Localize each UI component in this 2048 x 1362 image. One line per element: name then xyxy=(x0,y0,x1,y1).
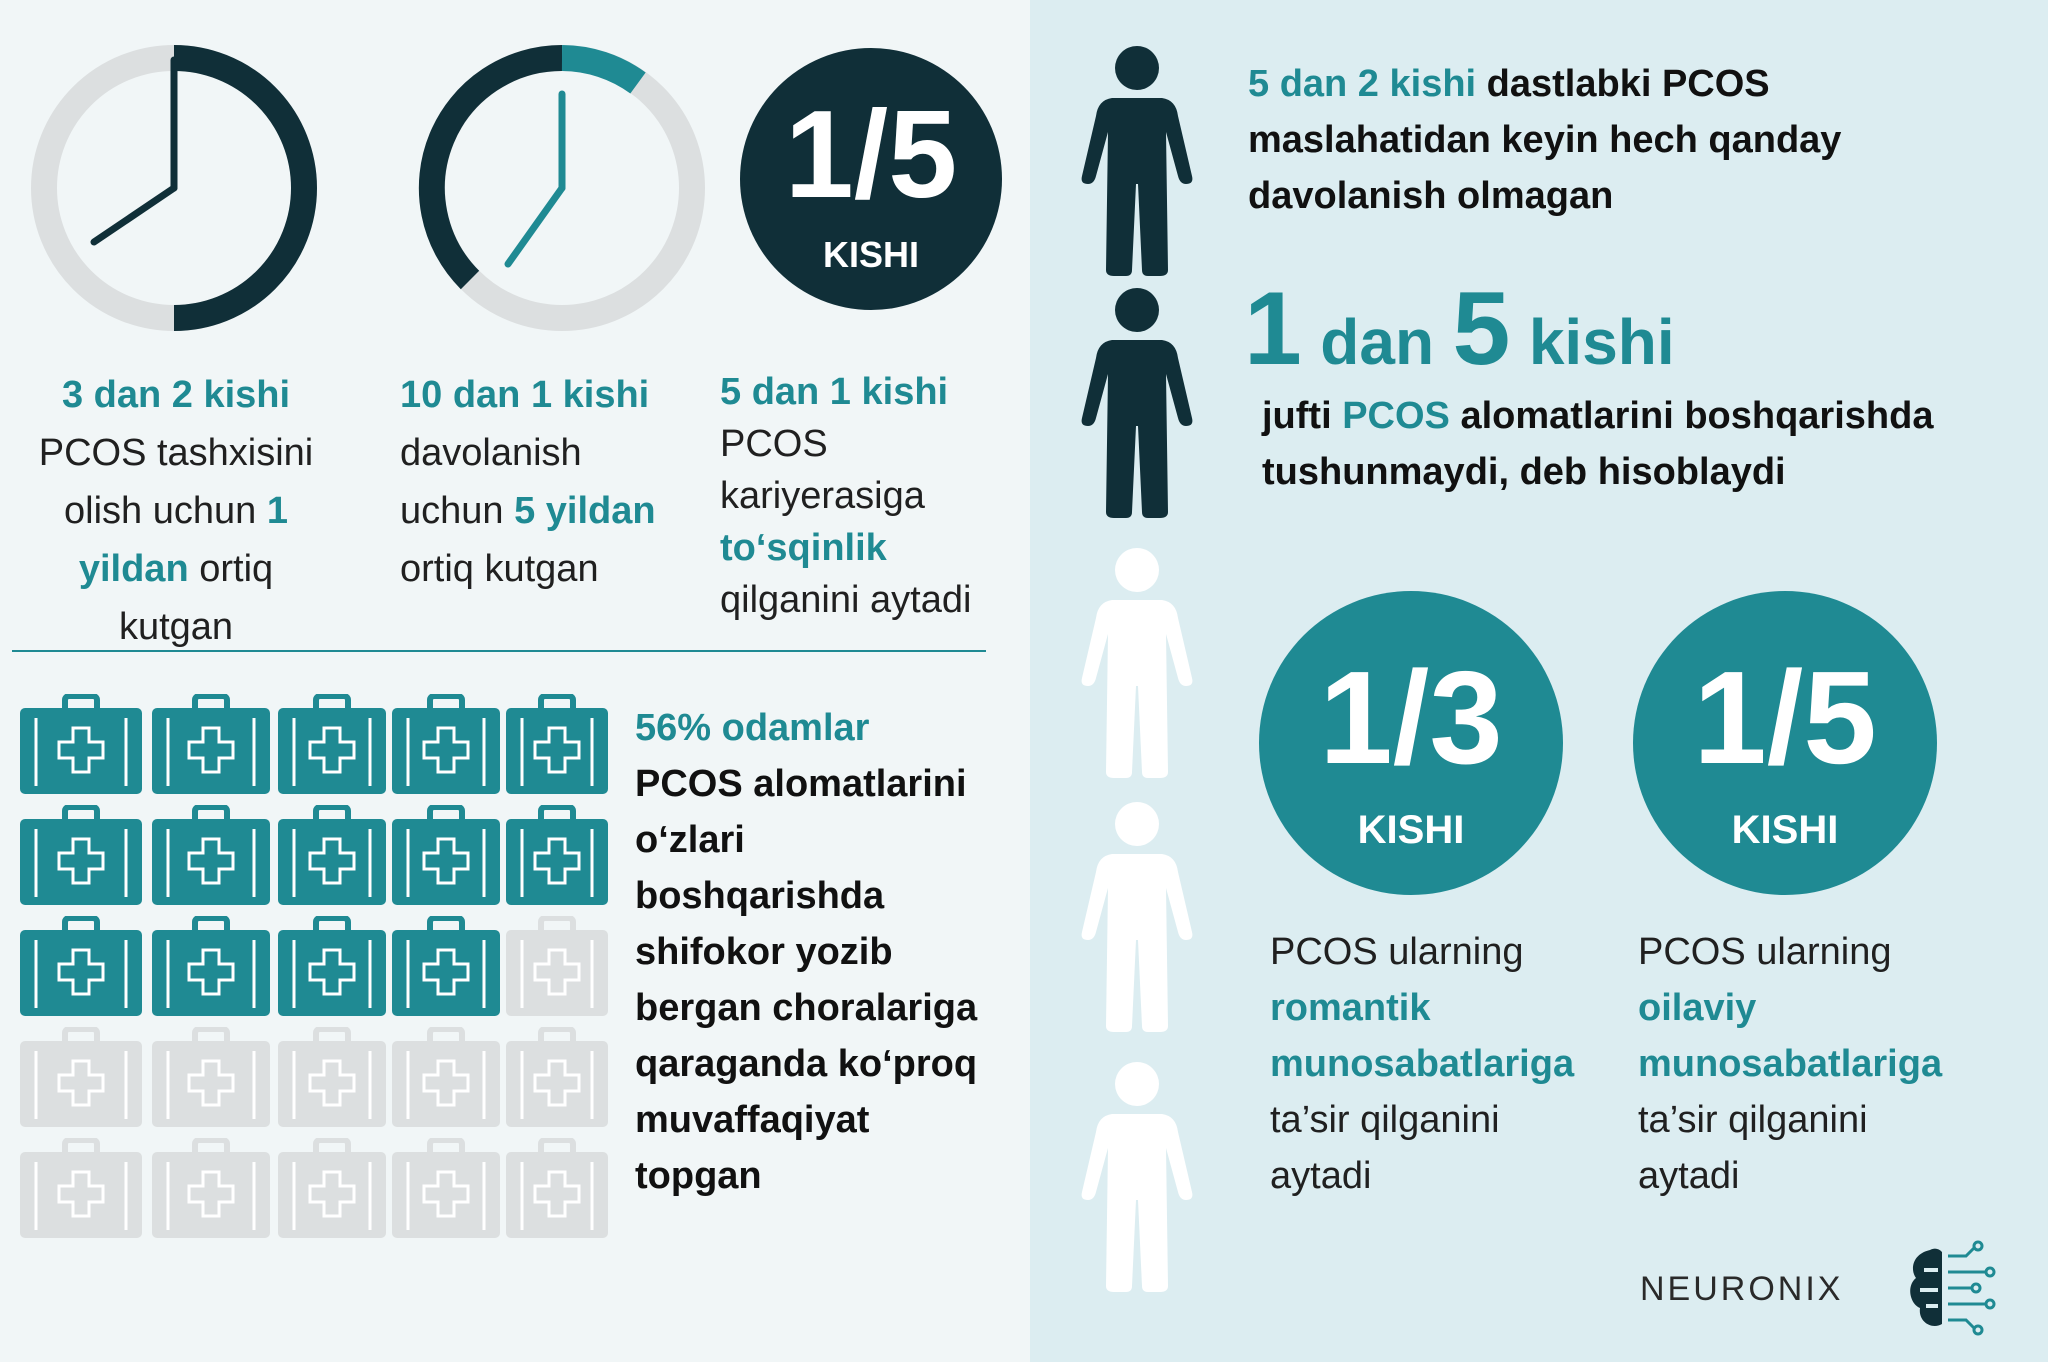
headline-num2: 5 xyxy=(1452,271,1511,387)
romantic-line4: ta’sir qilganini xyxy=(1270,1099,1500,1141)
circle3-number: 1/5 xyxy=(1693,644,1877,791)
first-aid-kit-icon xyxy=(152,916,270,1016)
family-line1: PCOS ularning xyxy=(1638,931,1892,973)
section-divider xyxy=(12,650,986,652)
first-aid-kit-icon xyxy=(392,916,500,1016)
first-aid-kit-icon xyxy=(392,1138,500,1238)
circle1-number: 1/5 xyxy=(784,86,958,224)
first-aid-kit-icon xyxy=(392,694,500,794)
first-aid-kit-icon xyxy=(152,1027,270,1127)
one-in-five-headline xyxy=(1244,270,1675,389)
person-icon xyxy=(1072,546,1202,778)
clock1-line2: PCOS tashxisini xyxy=(38,432,314,474)
family-highlight2: munosabatlariga xyxy=(1638,1043,1943,1085)
first-aid-kit-icon xyxy=(278,694,386,794)
person-icon xyxy=(1072,286,1202,518)
clock-icon xyxy=(28,42,320,334)
first-aid-kit-icon xyxy=(152,805,270,905)
family-line4: ta’sir qilganini xyxy=(1638,1099,1868,1141)
right-mid-line2: tushunmaydi, deb hisoblaydi xyxy=(1262,451,1786,493)
romantic-highlight1: romantik xyxy=(1270,987,1431,1029)
right-mid-text xyxy=(1262,388,2032,500)
romantic-highlight2: munosabatlariga xyxy=(1270,1043,1575,1085)
first-aid-kit-icon xyxy=(506,1138,608,1238)
romantic-text xyxy=(1270,924,1610,1204)
clock2-text xyxy=(400,366,700,598)
right-mid-line1: alomatlarini boshqarishda xyxy=(1460,395,1934,437)
first-aid-kit-icon xyxy=(278,916,386,1016)
first-aid-kit-icon xyxy=(392,805,500,905)
clock1-years-num: 1 xyxy=(266,490,288,532)
stat56-line: shifokor yozib xyxy=(635,931,893,973)
stat56-line: topgan xyxy=(635,1155,762,1197)
stat56-line: bergan choralariga xyxy=(635,987,978,1029)
right-top-headline: 5 dan 2 kishi xyxy=(1248,63,1477,105)
first-aid-kit-grid xyxy=(20,694,620,1234)
clock2-line4: ortiq kutgan xyxy=(400,548,599,590)
clock2-line2: davolanish xyxy=(400,432,582,474)
stat56-line: qaraganda ko‘proq xyxy=(635,1043,978,1085)
headline-word1: dan xyxy=(1320,306,1435,378)
brain-circuit-icon xyxy=(1902,1240,2002,1336)
right-top-line2: maslahatidan keyin hech qanday xyxy=(1248,119,1842,161)
stat3-headline: 5 dan 1 kishi xyxy=(720,371,949,413)
stat3-line3: kariyerasiga xyxy=(720,475,925,517)
clock1-line3: olish uchun xyxy=(64,490,257,532)
first-aid-kit-icon xyxy=(20,1138,142,1238)
circle1-label: KISHI xyxy=(822,234,919,275)
first-aid-kit-icon xyxy=(152,694,270,794)
clock-icon xyxy=(416,42,708,334)
stat3-highlight: to‘sqinlik xyxy=(720,527,887,569)
clock1-years-word: yildan xyxy=(78,548,189,590)
stat56-line: PCOS alomatlarini xyxy=(635,763,967,805)
person-icon xyxy=(1072,44,1202,276)
family-highlight1: oilaviy xyxy=(1638,987,1757,1029)
clock2-years: 5 yildan xyxy=(514,490,656,532)
first-aid-kit-icon xyxy=(278,805,386,905)
right-top-line1: dastlabki PCOS xyxy=(1486,63,1770,105)
stat56-line: muvaffaqiyat xyxy=(635,1099,870,1141)
clock1-line5: kutgan xyxy=(118,606,234,648)
right-top-line3: davolanish olmagan xyxy=(1248,175,1614,217)
stat3-text xyxy=(720,366,1020,626)
first-aid-kit-icon xyxy=(506,1027,608,1127)
headline-word2: kishi xyxy=(1528,306,1675,378)
person-icon xyxy=(1072,1060,1202,1292)
first-aid-kit-icon xyxy=(20,694,142,794)
first-aid-kit-icon xyxy=(20,1027,142,1127)
first-aid-kit-icon xyxy=(506,694,608,794)
circle3-label: KISHI xyxy=(1731,808,1839,852)
first-aid-kit-icon xyxy=(392,1027,500,1127)
circle2-label: KISHI xyxy=(1357,808,1465,852)
brand-logo-text: NEURONIX xyxy=(1640,1270,1844,1308)
stat56-line: o‘zlari xyxy=(635,819,745,861)
headline-num1: 1 xyxy=(1244,271,1302,387)
first-aid-kit-icon xyxy=(506,916,608,1016)
right-mid-word: jufti xyxy=(1262,395,1332,437)
first-aid-kit-icon xyxy=(278,1138,386,1238)
first-aid-kit-icon xyxy=(20,805,142,905)
clock1-ortiq: ortiq xyxy=(199,548,274,590)
first-aid-kit-icon xyxy=(506,805,608,905)
romantic-line1: PCOS ularning xyxy=(1270,931,1524,973)
first-aid-kit-icon xyxy=(20,916,142,1016)
stat3-line5: qilganini aytadi xyxy=(720,579,972,621)
family-line5: aytadi xyxy=(1638,1155,1740,1197)
clock1-headline: 3 dan 2 kishi xyxy=(61,374,291,416)
circle2-number: 1/3 xyxy=(1319,644,1503,791)
stat56-line: boshqarishda xyxy=(635,875,885,917)
stat3-line2: PCOS xyxy=(720,423,828,465)
romantic-line5: aytadi xyxy=(1270,1155,1372,1197)
stat56-text xyxy=(635,700,1025,1204)
clock2-line3: uchun xyxy=(400,490,504,532)
first-aid-kit-icon xyxy=(278,1027,386,1127)
clock2-headline: 10 dan 1 kishi xyxy=(400,374,650,416)
person-icon xyxy=(1072,800,1202,1032)
right-mid-pcos: PCOS xyxy=(1342,395,1450,437)
clock1-text xyxy=(30,366,322,656)
right-top-text xyxy=(1248,56,2008,224)
family-text xyxy=(1638,924,1978,1204)
first-aid-kit-icon xyxy=(152,1138,270,1238)
stat56-headline: 56% odamlar xyxy=(635,707,870,749)
